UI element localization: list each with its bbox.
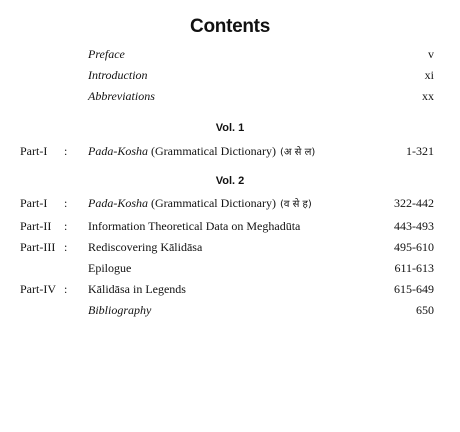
entry-devanagari: (व से ह) [279, 199, 312, 210]
entry-label: Abbreviations [88, 89, 155, 103]
entry-page: 443-493 [394, 219, 434, 233]
entry-page: 495-610 [394, 240, 434, 254]
toc-entry-bibliography[interactable] [0, 302, 460, 318]
toc-entry-vol2-part1[interactable] [0, 195, 460, 211]
entry-page: v [428, 47, 434, 61]
entry-label: Introduction [88, 68, 148, 82]
entry-colon: : [64, 144, 68, 158]
entry-page: 615-649 [394, 282, 434, 296]
toc-entry-epilogue[interactable] [0, 260, 460, 276]
entry-label [88, 143, 315, 161]
toc-entry-abbreviations[interactable] [0, 88, 460, 104]
entry-label-text: (Grammatical Dictionary) [148, 196, 276, 210]
toc-entry-vol2-part2[interactable] [0, 218, 460, 234]
entry-page: 322-442 [394, 196, 434, 210]
entry-label: Rediscovering Kālidāsa [88, 240, 203, 254]
vol2-heading: Vol. 2 [215, 175, 245, 187]
entry-colon: : [64, 240, 68, 254]
toc-entry-vol2-part4[interactable] [0, 281, 460, 297]
entry-label-italic: Pada-Kosha [88, 144, 148, 158]
entry-devanagari: (अ से ल) [279, 147, 316, 158]
entry-part: Part-I [20, 196, 48, 210]
entry-page: xx [422, 89, 434, 103]
entry-label-text: (Grammatical Dictionary) [148, 144, 276, 158]
entry-page: 1-321 [406, 144, 434, 158]
toc-entry-preface[interactable] [0, 46, 460, 62]
toc-entry-vol2-part3[interactable] [0, 239, 460, 255]
entry-page: 650 [416, 303, 434, 317]
entry-part: Part-III [20, 240, 56, 254]
entry-label: Preface [88, 47, 125, 61]
entry-colon: : [64, 282, 68, 296]
vol1-heading: Vol. 1 [215, 122, 245, 134]
entry-label: Information Theoretical Data on Meghadūta [88, 219, 301, 233]
toc-entry-introduction[interactable] [0, 67, 460, 83]
entry-part: Part-II [20, 219, 52, 233]
entry-page: 611-613 [394, 261, 434, 275]
entry-part: Part-IV [20, 282, 56, 296]
entry-colon: : [64, 196, 68, 210]
entry-label-italic: Pada-Kosha [88, 196, 148, 210]
toc-entry-vol1-part1[interactable] [0, 143, 460, 159]
entry-page: xi [424, 68, 434, 82]
entry-label: Kālidāsa in Legends [88, 282, 186, 296]
page-title: Contents [190, 16, 270, 37]
entry-label: Bibliography [88, 303, 152, 317]
entry-label: Epilogue [88, 261, 132, 275]
entry-part: Part-I [20, 144, 48, 158]
entry-colon: : [64, 219, 68, 233]
entry-label [88, 195, 312, 213]
